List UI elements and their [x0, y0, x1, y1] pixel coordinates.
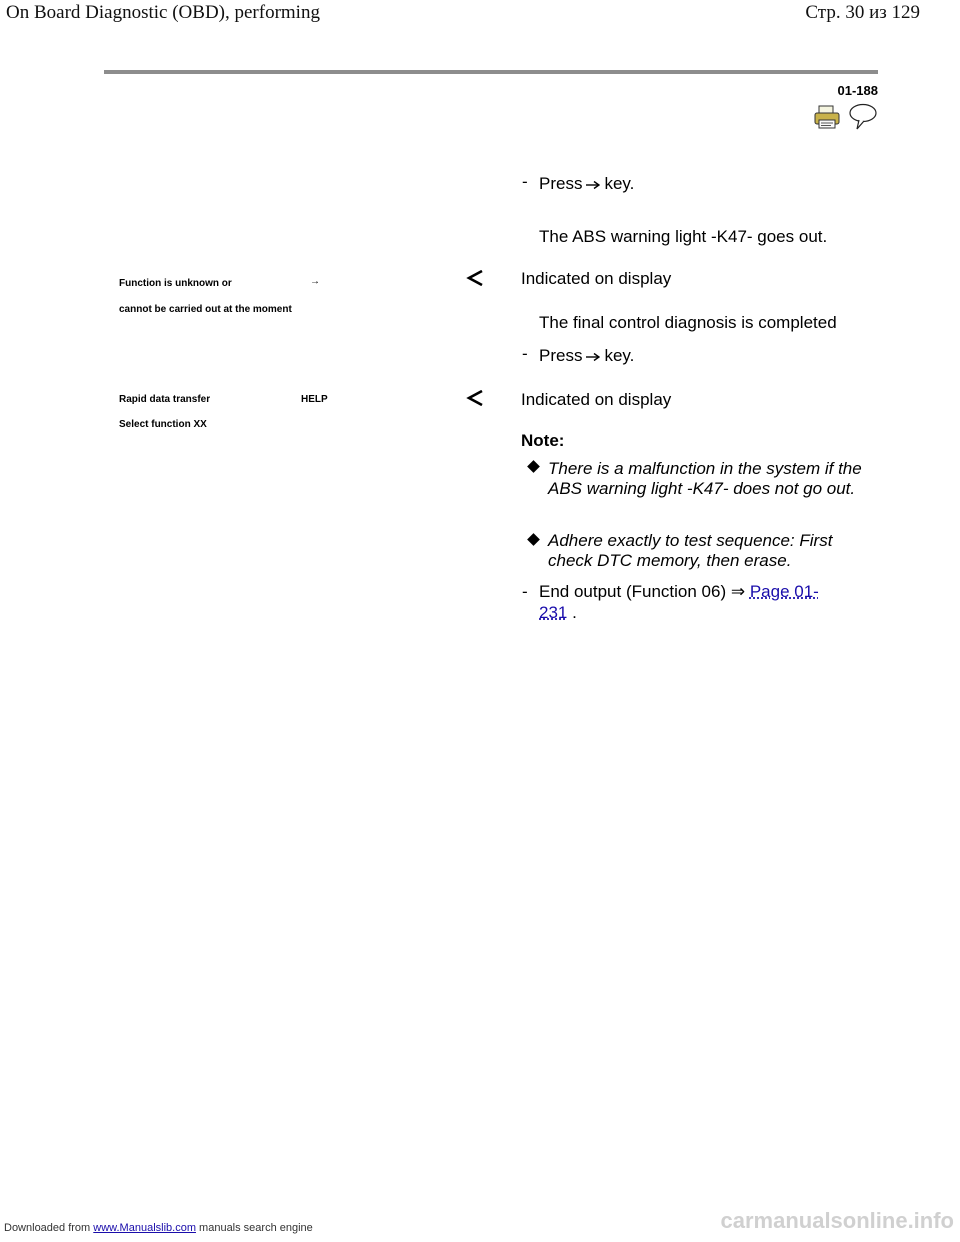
end-output-step	[539, 582, 819, 602]
step-dash: -	[522, 172, 528, 191]
indicated-on-display: Indicated on display	[521, 269, 672, 288]
display-line: Function is unknown or	[119, 278, 232, 289]
note-heading: Note:	[521, 431, 565, 450]
reference-arrow-icon: ⇒	[730, 582, 746, 601]
end-output-text: End output (Function 06)	[539, 582, 727, 601]
printer-icon[interactable]	[814, 105, 840, 129]
bullet-diamond-icon	[527, 533, 540, 546]
display-help: HELP	[301, 394, 328, 405]
press-label: Press	[539, 174, 583, 193]
document-title: On Board Diagnostic (OBD), performing	[6, 2, 320, 23]
indicated-on-display: Indicated on display	[521, 390, 672, 409]
pointer-left-icon	[466, 270, 484, 286]
display-line: cannot be carried out at the moment	[119, 304, 292, 315]
footer-suffix: manuals search engine	[199, 1222, 313, 1234]
bullet-diamond-icon	[527, 460, 540, 473]
toolbar-icons	[814, 103, 880, 131]
manualslib-link[interactable]: www.Manualslib.com	[93, 1222, 196, 1234]
pointer-left-icon	[466, 390, 484, 406]
watermark: carmanualsonline.info	[720, 1208, 954, 1233]
right-arrow-key-icon	[586, 180, 600, 190]
display-line: Select function XX	[119, 419, 207, 430]
doc-number: 01-188	[837, 83, 878, 98]
press-label: Press	[539, 346, 583, 365]
key-label: key.	[604, 346, 635, 365]
end-output-link-cont	[539, 603, 577, 623]
key-label: key.	[604, 174, 635, 193]
step-dash: -	[522, 344, 528, 363]
step-dash: -	[522, 582, 528, 601]
page-link[interactable]: 231	[539, 603, 568, 622]
right-arrow-key-icon	[586, 352, 600, 362]
display-line: Rapid data transfer	[119, 394, 211, 405]
speech-bubble-icon[interactable]	[848, 103, 878, 131]
note-item: There is a malfunction in the system if the ABS warning light -K47- does not go out.	[548, 459, 862, 498]
abs-light-out-text: The ABS warning light -K47- goes out.	[539, 227, 828, 246]
press-step-1	[539, 174, 634, 194]
end-output-tail: .	[572, 603, 577, 622]
note-item: Adhere exactly to test sequence: First check DTC memory, then erase.	[548, 531, 833, 570]
display-arrow: →	[310, 276, 320, 287]
page-link[interactable]: Page 01-	[749, 582, 819, 601]
final-diagnosis-text: The final control diagnosis is completed	[539, 313, 837, 332]
press-step-2	[539, 346, 634, 366]
page-indicator: Стр. 30 из 129	[805, 2, 920, 23]
footer-source	[4, 1222, 313, 1234]
header-rule	[104, 70, 878, 74]
footer-prefix: Downloaded from	[4, 1222, 91, 1234]
